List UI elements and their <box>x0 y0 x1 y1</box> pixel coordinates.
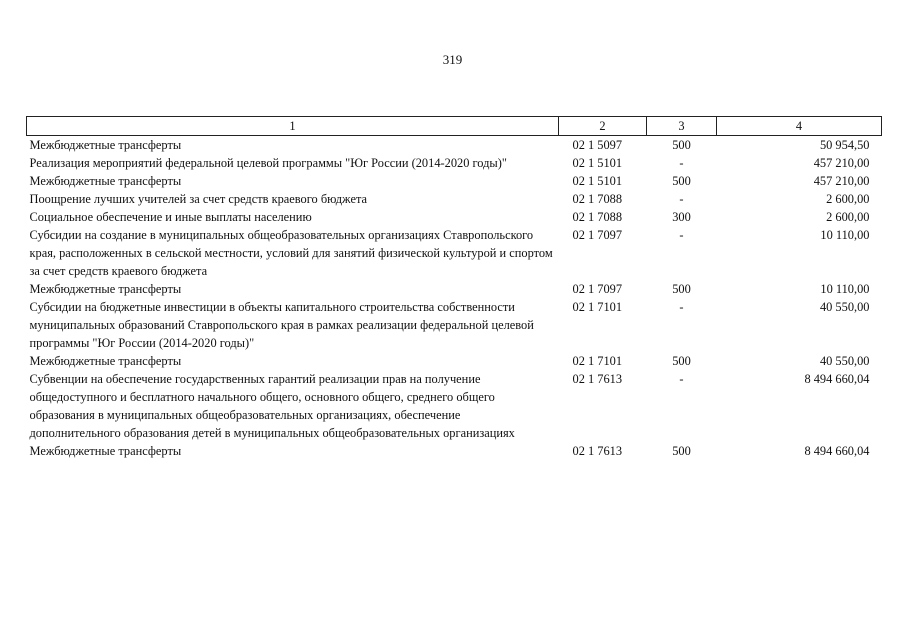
table-row <box>27 190 882 208</box>
table-row <box>27 154 882 172</box>
page-number: 319 <box>442 52 463 67</box>
table-header-row <box>27 117 882 136</box>
row-amount: 40 550,00 <box>819 300 870 314</box>
row-type: 500 <box>672 138 691 152</box>
table-row <box>27 280 882 298</box>
column-header-3: 3 <box>647 117 717 136</box>
row-amount: 40 550,00 <box>819 354 870 368</box>
row-code: 02 1 7613 <box>572 372 623 386</box>
row-name: Межбюджетные трансферты <box>29 444 182 458</box>
row-code: 02 1 7097 <box>572 282 623 296</box>
row-amount: 457 210,00 <box>813 174 870 188</box>
row-type: 500 <box>672 444 691 458</box>
row-name: Субсидии на создание в муниципальных общеобразовательных организациях Ставропольского края, расположенных в сельской местности, условий для занятий физической культурой и спортом за счет средств краевого бюджета <box>29 228 553 278</box>
row-code: 02 1 7097 <box>572 228 623 242</box>
column-header-4: 4 <box>717 117 882 136</box>
table-row <box>27 172 882 190</box>
row-amount: 8 494 660,04 <box>804 372 870 386</box>
table-row <box>27 226 882 280</box>
table-row <box>27 136 882 155</box>
row-type: - <box>679 192 684 206</box>
table-row <box>27 442 882 460</box>
row-code: 02 1 7088 <box>572 210 623 224</box>
row-code: 02 1 7101 <box>572 300 623 314</box>
row-amount: 50 954,50 <box>819 138 870 152</box>
row-type: 500 <box>672 174 691 188</box>
table-row <box>27 298 882 352</box>
row-name: Социальное обеспечение и иные выплаты населению <box>29 210 312 224</box>
row-name: Субвенции на обеспечение государственных гарантий реализации прав на получение общедоступного и бесплатного начального общего, основного общего, среднего общего образования в муниципальных общеобразовательных организациях, обеспечение дополнительного образования детей в муниципальных общеобразовательных организациях <box>29 372 515 440</box>
row-name: Поощрение лучших учителей за счет средств краевого бюджета <box>29 192 368 206</box>
row-code: 02 1 7613 <box>572 444 623 458</box>
row-type: 300 <box>672 210 691 224</box>
row-amount: 8 494 660,04 <box>804 444 870 458</box>
row-name: Межбюджетные трансферты <box>29 282 182 296</box>
row-amount: 2 600,00 <box>826 192 870 206</box>
row-name: Реализация мероприятий федеральной целевой программы "Юг России (2014-2020 годы)" <box>29 156 507 170</box>
table-row <box>27 352 882 370</box>
row-amount: 2 600,00 <box>826 210 870 224</box>
row-name: Межбюджетные трансферты <box>29 138 182 152</box>
row-type: - <box>679 228 684 242</box>
row-amount: 10 110,00 <box>820 282 870 296</box>
column-header-2: 2 <box>559 117 647 136</box>
column-header-1: 1 <box>27 117 559 136</box>
row-name: Межбюджетные трансферты <box>29 174 182 188</box>
row-code: 02 1 5097 <box>572 138 623 152</box>
row-type: 500 <box>672 354 691 368</box>
row-type: - <box>679 372 684 386</box>
row-code: 02 1 5101 <box>572 174 623 188</box>
row-amount: 10 110,00 <box>820 228 870 242</box>
row-code: 02 1 5101 <box>572 156 623 170</box>
table-row <box>27 370 882 442</box>
table-row <box>27 208 882 226</box>
row-code: 02 1 7101 <box>572 354 623 368</box>
row-type: - <box>679 300 684 314</box>
row-amount: 457 210,00 <box>813 156 870 170</box>
row-type: 500 <box>672 282 691 296</box>
row-name: Субсидии на бюджетные инвестиции в объекты капитального строительства собственности муниципальных образований Ставропольского края в рамках реализации федеральной целевой программы "Юг России (2014-2020 годы)" <box>29 300 534 350</box>
budget-table <box>26 116 882 460</box>
row-code: 02 1 7088 <box>572 192 623 206</box>
row-type: - <box>679 156 684 170</box>
row-name: Межбюджетные трансферты <box>29 354 182 368</box>
